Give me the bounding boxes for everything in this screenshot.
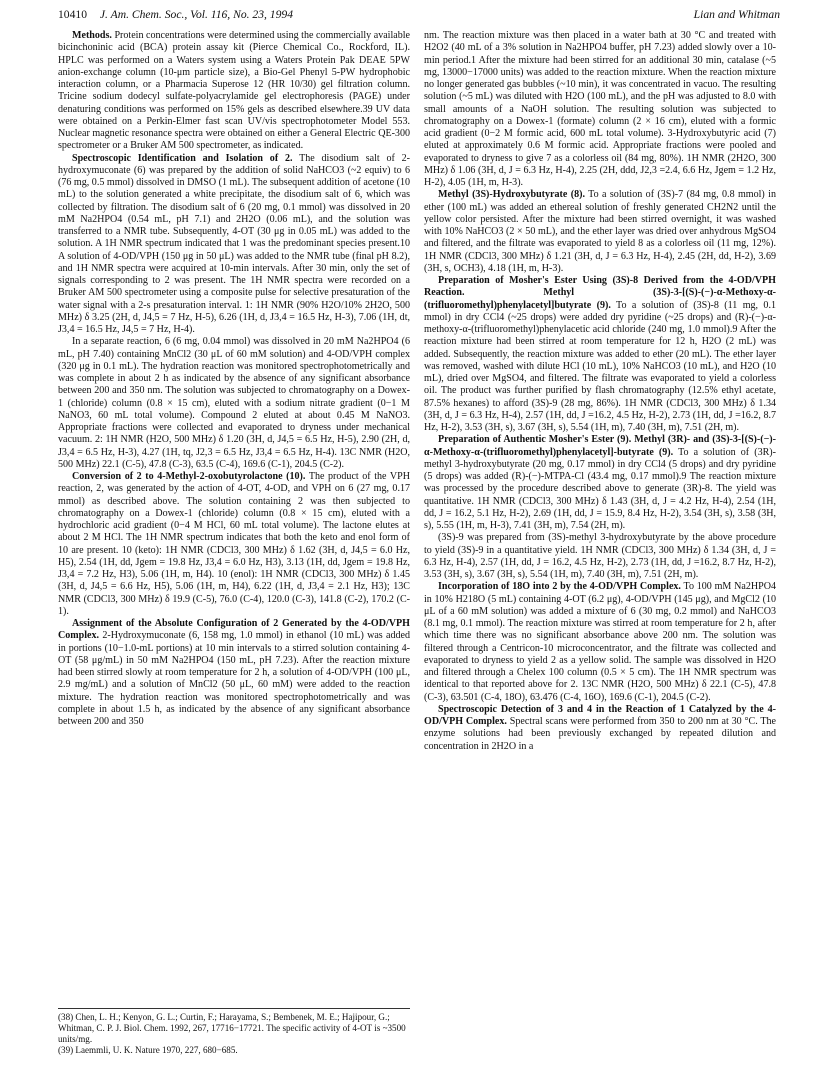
- paragraph-text: The product of the VPH reaction, 2, was generated by the action of 4-OT, 4-OD, and VPH on 6 (27 mg, 0.17 mmol) as described above. The solution containing 2 was then subjected to chromatography on a Dowex-1 (chloride) column (0.8 × 15 cm), eluted with a hydrochloric acid gradient (0−4 M HCl, 60 mL total volume). The lactone elutes at about 2 M HCl. The 1H NMR spectrum indicates that both the keto and enol form of 10 are present. 10 (keto): 1H NMR (CDCl3, 300 MHz) δ 1.62 (3H, d, J4,5 = 6.0 Hz, H5), 2.54 (1H, dd, Jgem = 19.8 Hz, J3,4 = 6.0 Hz, H3), 3.13 (1H, dd, Jgem = 19.8 Hz, J3,4 = 7.2 Hz, H3), 5.06 (1H, m, H4). 10 (enol): 1H NMR (CDCl3, 300 MHz) δ 1.45 (3H, d, J4,5 = 6.6 Hz, H5), 5.06 (1H, m, H4), 6.22 (1H, d, J3,4 = 2.1 Hz, H3); 13C NMR (CDCl3, 300 MHz) δ 19.9 (C-5), 76.0 (C-4), 120.0 (C-3), 141.8 (C-2), 170.2 (C-1).: [58, 471, 411, 617]
- page-number: 10410: [58, 8, 87, 21]
- paragraph-text: To a solution of (3S)-8 (11 mg, 0.1 mmol) in dry CCl4 (~25 drops) were added dry pyridine (~25 drops) and (R)-(−)-α-methoxy-α-(trifluoromethyl)phenylacetic acid chloride (240 mg, 1.0 mmol).9 After the reaction mixture had been stirred at room temperature for 12 h, H2O (2 mL) was added. Subsequently, the reaction mixture was added to ether (20 mL). The ether layer was removed, washed with dilute HCl (10 mL), 10% NaHCO3 (10 mL), and H2O (10 mL), dried over MgSO4, and filtered. The filtrate was evaporated to yield a colorless oil. The product was further purified by flash chromatography (12.5% ethyl acetate, 87.5% hexanes) to afford (3S)-9 (28 mg, 86%). 1H NMR (CDCl3, 300 MHz) δ 1.34 (3H, d, J = 6.3 Hz, H-4), 2.57 (1H, dd, J =16.2, 4.5 Hz, H-2), 2.73 (1H, dd, J =16.2, 8.7 Hz, H-2), 3.53 (3H, s), 3.67 (3H, s), 5.54 (1H, m), 7.40 (3H, m), 7.51 (2H, m).: [424, 299, 776, 433]
- paragraph-text: (3S)-9 was prepared from (3S)-methyl 3-hydroxybutyrate by the above procedure to yield (3S)-9 in a quantitative yield. 1H NMR (CDCl3, 300 MHz) δ 1.34 (3H, d, J = 6.3 Hz, H-4), 2.57 (1H, dd, J = 16.2, 4.5 Hz, H-2), 2.73 (1H, dd, J =16.2, 8.7 Hz, H-2), 3.53 (3H, s), 3.67 (3H, s), 5.54 (1H, m), 7.40 (3H, m), 7.51 (2H, m).: [424, 532, 776, 580]
- journal-citation: J. Am. Chem. Soc., Vol. 116, No. 23, 1994: [99, 8, 293, 21]
- paragraph: [58, 618, 410, 728]
- paragraph: [58, 30, 410, 153]
- paragraph: [424, 581, 776, 704]
- paragraph-heading: Assignment of the Absolute Configuration of 2 Generated by the 4-OD/VPH Complex.: [58, 618, 410, 642]
- paragraph: [424, 30, 776, 189]
- paragraph: [58, 336, 410, 471]
- paragraph-text: Protein concentrations were determined using the commercially available bicinchoninic acid (BCA) protein assay kit (Pierce Chemical Co., Rockford, IL). HPLC was performed on a Waters system using a Waters Protein Pak DEAE 5PW anion-exchange column (10-μm particle size), a Bio-Gel Phenyl 5-PW hydrophobic interaction column, or a Pharmacia Superose 12 (HR 10/30) gel filtration column. Tricine sodium dodecyl sulfate-polyacrylamide gel electrophoresis (PAGE) under denaturing conditions was performed on 15% gels as described elsewhere.39 UV data were obtained on a Perkin-Elmer fast scan UV/vis spectrophotometer Model 553. Nuclear magnetic resonance spectra were obtained on either a General Electric QE-300 spectrometer or a Bruker AM 500 spectrometer, as indicated.: [58, 30, 410, 152]
- paragraph-text: nm. The reaction mixture was then placed in a water bath at 30 °C and treated with H2O2 (40 mL of a 3% solution in Na2HPO4 buffer, pH 7.23) added slowly over a 10-min period.1 After the mixture had been stirred for an additional 30 min, catalase (~5 mg, 13000−17000 units) was added to the reaction mixture. When the reaction mixture no longer generated gas bubbles (~10 min), it was concentrated in vacuo. The resulting solution (~5 mL) was diluted with H2O (100 mL), and the pH was adjusted to 8.0 with small amounts of a NaOH solution. The resulting solution was subjected to chromatography on a Dowex-1 (formate) column (2 × 16 cm), eluted with a formic acid gradient (0−2 M formic acid, 600 mL total volume). 3-Hydroxybutyric acid (7) eluted at approximately 0.6 M formic acid. Appropriate fractions were pooled and evaporated to dryness to give 7 as a colorless oil (84 mg, 80%). 1H NMR (2H2O, 300 MHz) δ 1.06 (3H, d, J = 6.3 Hz, H-4), 2.25 (2H, ddd, J2,3 =2.4, 6.6 Hz, Jgem = 1.2 Hz, H-2), 4.05 (1H, m, H-3).: [424, 30, 776, 188]
- left-column: [58, 30, 410, 728]
- paragraph: [58, 471, 410, 618]
- paragraph-heading: Preparation of Authentic Mosher's Ester (9). Methyl (3R)- and (3S)-3-[(S)-(−)-α-Methoxy-α-(trifluoromethyl)phenylacetyl]-butyrate (9).: [424, 434, 776, 458]
- paragraph-text: In a separate reaction, 6 (6 mg, 0.04 mmol) was dissolved in 20 mM Na2HPO4 (6 mL, pH 7.40) containing MnCl2 (30 μL of 60 mM solution) and 4-OD/VPH complex (320 μg in 0.1 mL). The hydration reaction was monitored spectrophotometrically and was complete in about 2 h as indicated by the absence of any significant absorbance between 200 and 350 nm. The solution was subjected to chromatography on a Dowex-1 (chloride) column (0.8 × 15 cm), eluted with a sodium nitrate gradient (0−1 M NaNO3, 60 mL total volume). Compound 2 eluted at about 0.45 M NaNO3. Appropriate fractions were collected and evaporated to dryness under mechanical vacuum. 2: 1H NMR (H2O, 500 MHz) δ 1.20 (3H, d, J4,5 = 6.5 Hz, H-5), 2.90 (2H, d, J3,4 = 6.5 Hz, H-3), 4.27 (1H, tq, J2,3 = 6.5 Hz, J3,4 = 6.5 Hz, H-4). 13C NMR (H2O, 500 MHz) 22.1 (C-5), 47.8 (C-3), 63.5 (C-4), 169.6 (C-1), 204.5 (C-2).: [58, 336, 410, 470]
- footnote: (38) Chen, L. H.; Kenyon, G. L.; Curtin, F.; Harayama, S.; Bembenek, M. E.; Hajipour, G.; Whitman, C. P. J. Biol. Chem. 1992, 267, 17716−17721. The specific activity of 4-OT is ~3500 units/mg.: [58, 1012, 406, 1044]
- paragraph-heading: Conversion of 2 to 4-Methyl-2-oxobutyrolactone (10).: [72, 471, 306, 482]
- paragraph: [58, 153, 410, 337]
- paragraph-heading: Spectroscopic Identification and Isolation of 2.: [72, 152, 293, 164]
- paragraph-heading: Incorporation of 18O into 2 by the 4-OD/VPH Complex.: [438, 581, 681, 593]
- right-column: [424, 30, 776, 753]
- footnotes: [58, 1008, 410, 1056]
- paragraph: [424, 189, 776, 275]
- paragraph: [424, 434, 776, 532]
- paragraph-text: To a solution of (3S)-7 (84 mg, 0.8 mmol) in ether (100 mL) was added an ethereal solution of freshly generated CH2N2 until the yellow color persisted. After the mixture had been stirred overnight, it was washed with 10% NaHCO3 (2 × 50 mL), and the ether layer was dried over anhydrous MgSO4 and filtered, and the filtrate was evaporated to yield 8 as a colorless oil (11 mg, 12%). 1H NMR (CDCl3, 300 MHz) δ 1.21 (3H, d, J = 6.3 Hz, H-4), 2.45 (2H, dd, H-2), 3.69 (3H, s, OCH3), 4.18 (1H, m, H-3).: [424, 189, 776, 274]
- paragraph-text: The disodium salt of 2-hydroxymuconate (6) was prepared by the addition of solid NaHCO3 (~2 equiv) to 6 (76 mg, 0.5 mmol) dissolved in DMSO (1 mL). The subsequent addition of acetone (10 mL) to the solution generated a white precipitate, the disodium salt of 6, which was collected by filtration. The disodium salt of 6 (20 mg, 0.1 mmol) was dissolved in 20 mM Na2HPO4 (0.54 mL, pH 7.1) and 2H2O (0.06 mL), and the solution was transferred to a NMR tube. Subsequently, 4-OT (30 μg in 0.05 mL) was added to the solution. A 1H NMR spectrum indicated that 1 was the predominant species present.10 A solution of 4-OD/VPH (150 μg in 50 μL) was added to the NMR tube (final pH 8.2), and 1H NMR spectra were acquired at 10-min intervals. After 30 min, only the set of signals corresponding to 2 was present. The 1H NMR spectra were recorded on a Bruker AM 500 spectrometer using a composite pulse for selective presaturation of the water signal with a 2-s presaturation interval. 1: 1H NMR (90% H2O/10% 2H2O, 500 MHz) δ 3.25 (2H, d, J4,5 = 7 Hz, H-5), 6.26 (1H, d, J3,4 = 16.5 Hz, H-3), 7.06 (1H, dt, J3,4 = 16.5 Hz, J4,5 = 7 Hz, H-4).: [58, 152, 410, 335]
- paragraph-heading: Methods.: [72, 30, 112, 41]
- paragraph-text: To 100 mM Na2HPO4 in 10% H218O (5 mL) containing 4-OT (6.2 μg), 4-OD/VPH (145 μg), and MgCl2 (10 μL of a 60 mM solution) was added a mixture of 6 (30 mg, 0.2 mmol) and NaHCO3 (8.1 mg, 0.1 mmol). The reaction mixture was stirred at room temperature for 2 h, after which time there was no significant absorbance above 200 nm. The solution was filtered through a Centricon-10 microconcentrator, and the filtrate was collected and evaporated to dryness to yield 2 as a yellow solid. The sample was dissolved in H2O and filtered through a Chelex 100 column (0.5 × 5 cm). The 1H NMR spectrum was identical to that reported above for 2. 13C NMR (H2O, 500 MHz) δ 22.1 (C-5), 47.8 (C-3), 63.501 (C-4, 18O), 63.476 (C-4, 16O), 169.6 (C-1), 204.5 (C-2).: [424, 581, 776, 703]
- paragraph-heading: Methyl (3S)-Hydroxybutyrate (8).: [438, 189, 585, 201]
- paragraph-text: 2-Hydroxymuconate (6, 158 mg, 1.0 mmol) in ethanol (10 mL) was added in portions (10−1.0-mL portions) at 10 min intervals to a stirred solution containing 4-OT (58 μg/mL) in 50 mM Na2HPO4 (150 mL, pH 7.23). After the reaction mixture had been stirred slowly at room temperature for 2 h, a solution of 4-OD/VPH (100 μL, 2.9 mg/mL) and a solution of MnCl2 (50 μL, 60 mM) were added to the reaction mixture. The hydration reaction was monitored spectrophotometrically and was complete in about 1.5 h, as indicated by the absence of any significant absorbance between 200 and 350: [58, 630, 410, 727]
- paragraph-heading: Preparation of Mosher's Ester Using (3S)-8 Derived from the 4-OD/VPH Reaction. Methyl (3S)-3-[(S)-(−)-α-Methoxy-α-(trifluoromethyl)phenylacetyl]butyrate (9).: [424, 275, 776, 311]
- running-header: [58, 8, 780, 26]
- paragraph: [424, 704, 776, 753]
- paragraph: [424, 532, 776, 581]
- paragraph-text: To a solution of (3R)-methyl 3-hydroxybutyrate (20 mg, 0.17 mmol) in dry CCl4 (5 drops) and dry pyridine (5 drops) was added (R)-(−)-MTPA-Cl (43.4 mg, 0.17 mmol).9 The reaction mixture was processed by the procedure described above to generate (3R)-8. The yield was quantitative. 1H NMR (CDCl3, 300 MHz) δ 1.43 (3H, d, J = 4.2 Hz, H-4), 2.54 (1H, dd, J = 16.2, 5.1 Hz, H-2), 2.69 (1H, dd, J = 15.9, 8.4 Hz, H-2), 3.54 (3H, s), 3.58 (3H, s), 5.55 (1H, m, H-3), 7.41 (3H, m), 7.54 (2H, m).: [424, 446, 776, 531]
- paragraph-text: Spectral scans were performed from 350 to 200 nm at 30 °C. The enzyme solutions had been previously exchanged by repeated dilution and concentration in 2H2O in a: [424, 716, 776, 752]
- footnote: (39) Laemmli, U. K. Nature 1970, 227, 680−685.: [58, 1044, 238, 1055]
- paragraph-heading: Spectroscopic Detection of 3 and 4 in the Reaction of 1 Catalyzed by the 4-OD/VPH Complex.: [424, 703, 776, 727]
- header-left: [58, 8, 293, 21]
- header-authors: Lian and Whitman: [693, 8, 780, 21]
- paragraph: [424, 275, 776, 434]
